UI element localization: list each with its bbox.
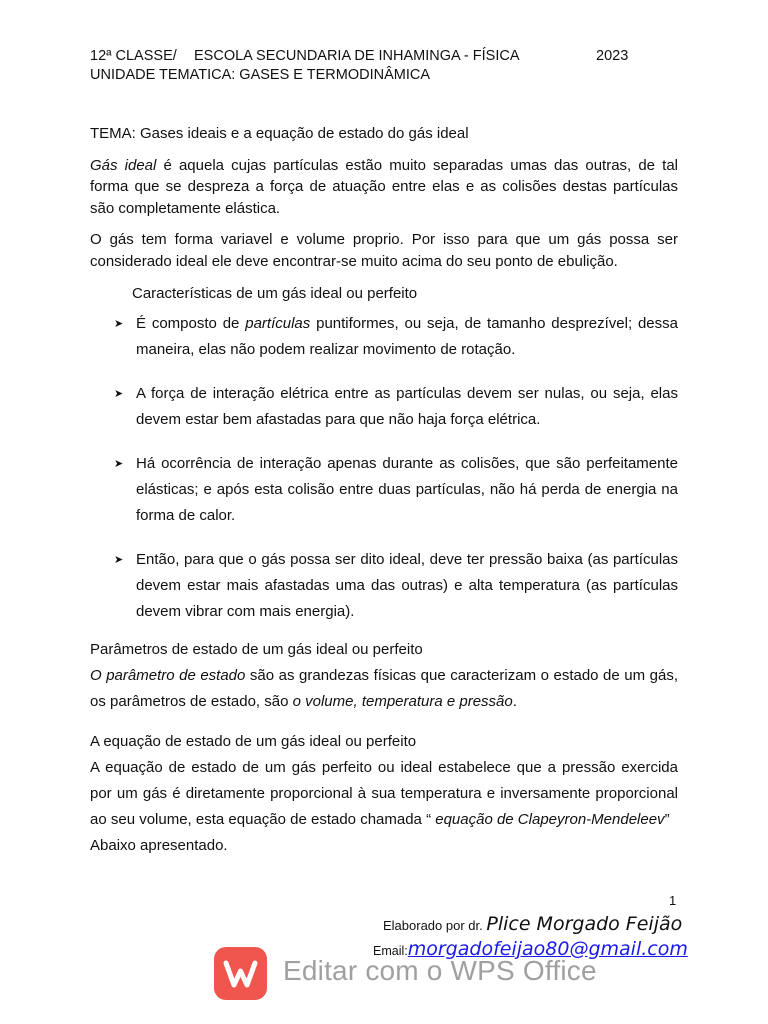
term-state-parameter: O parâmetro de estado <box>90 666 246 684</box>
topic-title: TEMA: Gases ideais e a equação de estado do gás ideal <box>90 125 469 142</box>
parameters-heading: Parâmetros de estado de um gás ideal ou perfeito <box>90 640 423 658</box>
term-clapeyron-mendeleev: equação de Clapeyron-Mendeleev <box>435 810 665 828</box>
wps-edit-watermark[interactable]: Editar com o WPS Office <box>283 955 597 986</box>
wps-office-logo-icon[interactable] <box>214 947 267 1000</box>
header-unit: UNIDADE TEMATICA: GASES E TERMODINÂMICA <box>90 67 430 83</box>
email-label: Email: <box>373 944 408 958</box>
list-item <box>90 547 678 625</box>
header-year: 2023 <box>596 48 629 64</box>
paragraph-equation-tail: Abaixo apresentado. <box>90 836 228 854</box>
paragraph-parameters-end: . <box>512 692 517 710</box>
list-item <box>90 311 678 363</box>
term-particles: partículas <box>245 314 311 332</box>
author-name: Plice Morgado Feijão <box>486 913 683 935</box>
list-item <box>90 451 678 529</box>
list-item <box>90 381 678 433</box>
paragraph-ideal-gas-text: é aquela cujas partículas estão muito separadas umas das outras, de tal forma que se despreza a força de atuação entre elas e as colisões destas partículas são completamente elástica. <box>90 156 678 217</box>
item-text: Então, para que o gás possa ser dito ideal, deve ter pressão baixa (as partículas devem estar mais afastadas uma das outras) e alta temperatura (as partículas devem vibrar com mais energia). <box>136 550 678 620</box>
document-header <box>90 47 650 85</box>
item-text: Há ocorrência de interação apenas durante as colisões, que são perfeitamente elásticas; e após esta colisão entre duas partículas, não há perda de energia na forma de calor. <box>136 454 678 524</box>
author-line <box>383 913 682 935</box>
author-label: Elaborado por dr. <box>383 918 487 933</box>
header-class: 12ª CLASSE/ <box>90 48 177 64</box>
document-body <box>90 123 678 859</box>
arrow-bullet-icon: ➤ <box>114 553 124 566</box>
arrow-bullet-icon: ➤ <box>114 457 124 470</box>
paragraph-gas-form: O gás tem forma variavel e volume proprio. Por isso para que um gás possa ser considerado ideal ele deve encontrar-se muito acima do seu ponto de ebulição. <box>90 231 678 270</box>
email-link[interactable]: morgadofeijao80@gmail.com <box>407 938 688 960</box>
page-number: 1 <box>669 893 677 908</box>
paragraph-parameters-text: são as grandezas físicas que caracterizam o estado de um gás, os parâmetros de estado, são <box>90 666 679 710</box>
arrow-bullet-icon: ➤ <box>114 387 124 400</box>
wps-w-glyph-icon <box>214 947 267 1000</box>
item-text: A força de interação elétrica entre as partículas devem ser nulas, ou seja, elas devem estar bem afastadas para que não haja força elétrica. <box>136 384 678 428</box>
header-school: ESCOLA SECUNDARIA DE INHAMINGA - FÍSICA <box>194 48 520 64</box>
paragraph-equation <box>90 755 678 833</box>
quote-close: ” <box>664 810 670 828</box>
item-text: É composto de <box>136 314 246 332</box>
item-text: puntiformes, ou seja, de tamanho desprezível; dessa maneira, elas não podem realizar movimento de rotação. <box>136 314 678 358</box>
equation-heading: A equação de estado de um gás ideal ou perfeito <box>90 732 417 750</box>
term-ideal-gas: Gás ideal <box>90 156 157 174</box>
parameters-list: o volume, temperatura e pressão <box>292 692 513 710</box>
paragraph-equation-text: A equação de estado de um gás perfeito ou ideal estabelece que a pressão exercida por um gás é diretamente proporcional à sua temperatura e inversamente proporcional ao seu volume, esta equação de estado chamada “ <box>90 758 678 828</box>
paragraph-parameters <box>90 663 678 715</box>
characteristics-list <box>90 311 678 625</box>
arrow-bullet-icon: ➤ <box>114 317 124 330</box>
paragraph-ideal-gas <box>90 155 678 220</box>
characteristics-heading: Características de um gás ideal ou perfeito <box>132 285 418 302</box>
